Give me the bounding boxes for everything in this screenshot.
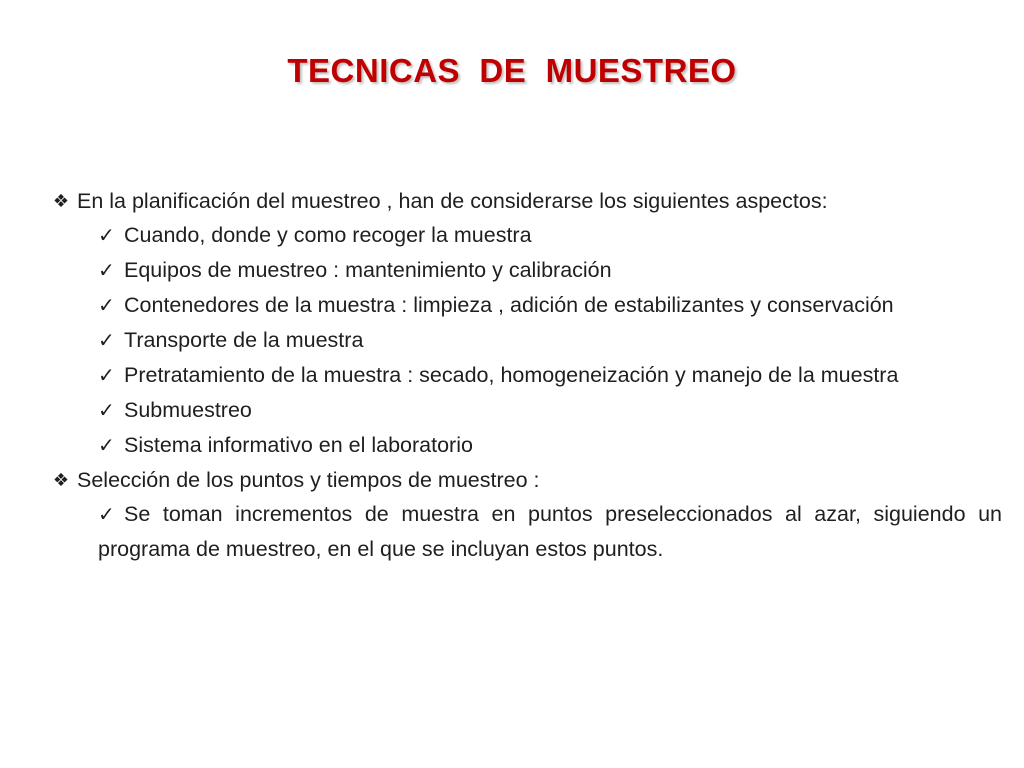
checkmark-icon: ✓ — [98, 400, 115, 422]
checkmark-icon: ✓ — [98, 365, 115, 387]
section-heading — [50, 463, 1002, 497]
section-heading-text: En la planificación del muestreo , han de considerarse los siguientes aspectos: — [77, 189, 828, 213]
slide-content — [50, 184, 1002, 566]
list-item — [98, 358, 1002, 393]
diamond-bullet-icon: ❖ — [52, 191, 70, 211]
checkmark-icon: ✓ — [98, 260, 115, 282]
checkmark-icon: ✓ — [98, 330, 115, 352]
list-item-text: Pretratamiento de la muestra : secado, homogeneización y manejo de la muestra — [124, 363, 899, 387]
list-item — [98, 428, 1002, 463]
checkmark-icon: ✓ — [98, 435, 115, 457]
list-item — [98, 288, 1002, 323]
list-item-text: Cuando, donde y como recoger la muestra — [124, 223, 532, 247]
list-item-text: Equipos de muestreo : mantenimiento y calibración — [124, 258, 612, 282]
list-item-text: Sistema informativo en el laboratorio — [124, 433, 473, 457]
diamond-bullet-icon: ❖ — [52, 470, 70, 490]
list-item — [98, 218, 1002, 253]
section-heading — [50, 184, 1002, 218]
list-item-text: Se toman incrementos de muestra en puntos preseleccionados al azar, siguiendo un programa de muestreo, en el que se incluyan estos puntos. — [98, 502, 1002, 561]
checkmark-icon: ✓ — [98, 295, 115, 317]
list-item — [98, 253, 1002, 288]
slide-title: TECNICAS DE MUESTREO — [287, 52, 737, 89]
list-item-text: Submuestreo — [124, 398, 252, 422]
list-item — [98, 497, 1002, 566]
list-item — [98, 393, 1002, 428]
checkmark-icon: ✓ — [98, 504, 115, 526]
list-item-text: Contenedores de la muestra : limpieza , adición de estabilizantes y conservación — [124, 293, 894, 317]
checkmark-icon: ✓ — [98, 225, 115, 247]
section-heading-text: Selección de los puntos y tiempos de muestreo : — [77, 468, 540, 492]
list-item — [98, 323, 1002, 358]
list-item-text: Transporte de la muestra — [124, 328, 364, 352]
